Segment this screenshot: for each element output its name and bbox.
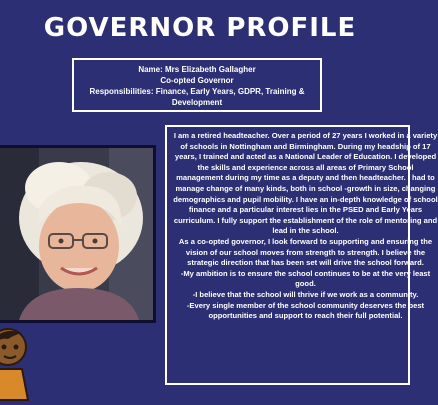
bio-paragraph: -Every single member of the school community deserves the best opportunities and support to reach their full potential. <box>186 300 425 321</box>
governor-responsibilities: Responsibilities: Finance, Early Years, GDPR, Training & <box>89 87 305 96</box>
mascot-icon <box>0 325 34 400</box>
bio-paragraph: I am a retired headteacher. Over a period of 27 years I worked in a variety of schools in Nottingham and Birmingham. During my headship of 17 years, I trained and acted as a National Leader of Education. I developed the skills and experience across all areas of Primary School management during my time as a deputy and then headteacher. I had to manage change of many kinds, both in school -growth in size, changing demographics and pupil mobility. I have an in-depth knowledge of school finance and a particular interest lies in the PSED and Early Years curriculum. I fully support the establishment of the role of mentoring and lead in the school. <box>173 131 438 236</box>
governor-role: Co-opted Governor <box>160 76 234 85</box>
biography-box <box>165 125 438 385</box>
governor-name: Name: Mrs Elizabeth Gallagher <box>138 65 256 74</box>
governor-responsibilities-cont: Development <box>171 98 223 107</box>
bio-paragraph: -I believe that the school will thrive if we work as a community. <box>192 289 419 299</box>
governor-photo <box>0 145 156 323</box>
portrait-icon <box>0 148 153 320</box>
page-title: GOVERNOR PROFILE <box>43 13 357 43</box>
bio-paragraph: -My ambition is to ensure the school continues to be at the very least good. <box>180 268 431 289</box>
profile-summary-box <box>72 58 322 112</box>
bio-paragraph: As a co-opted governor, I look forward to supporting and ensuring the vision of our school moves from strength to strength. I believe the strategic direction that has been set will drive the school forward. <box>178 236 433 268</box>
